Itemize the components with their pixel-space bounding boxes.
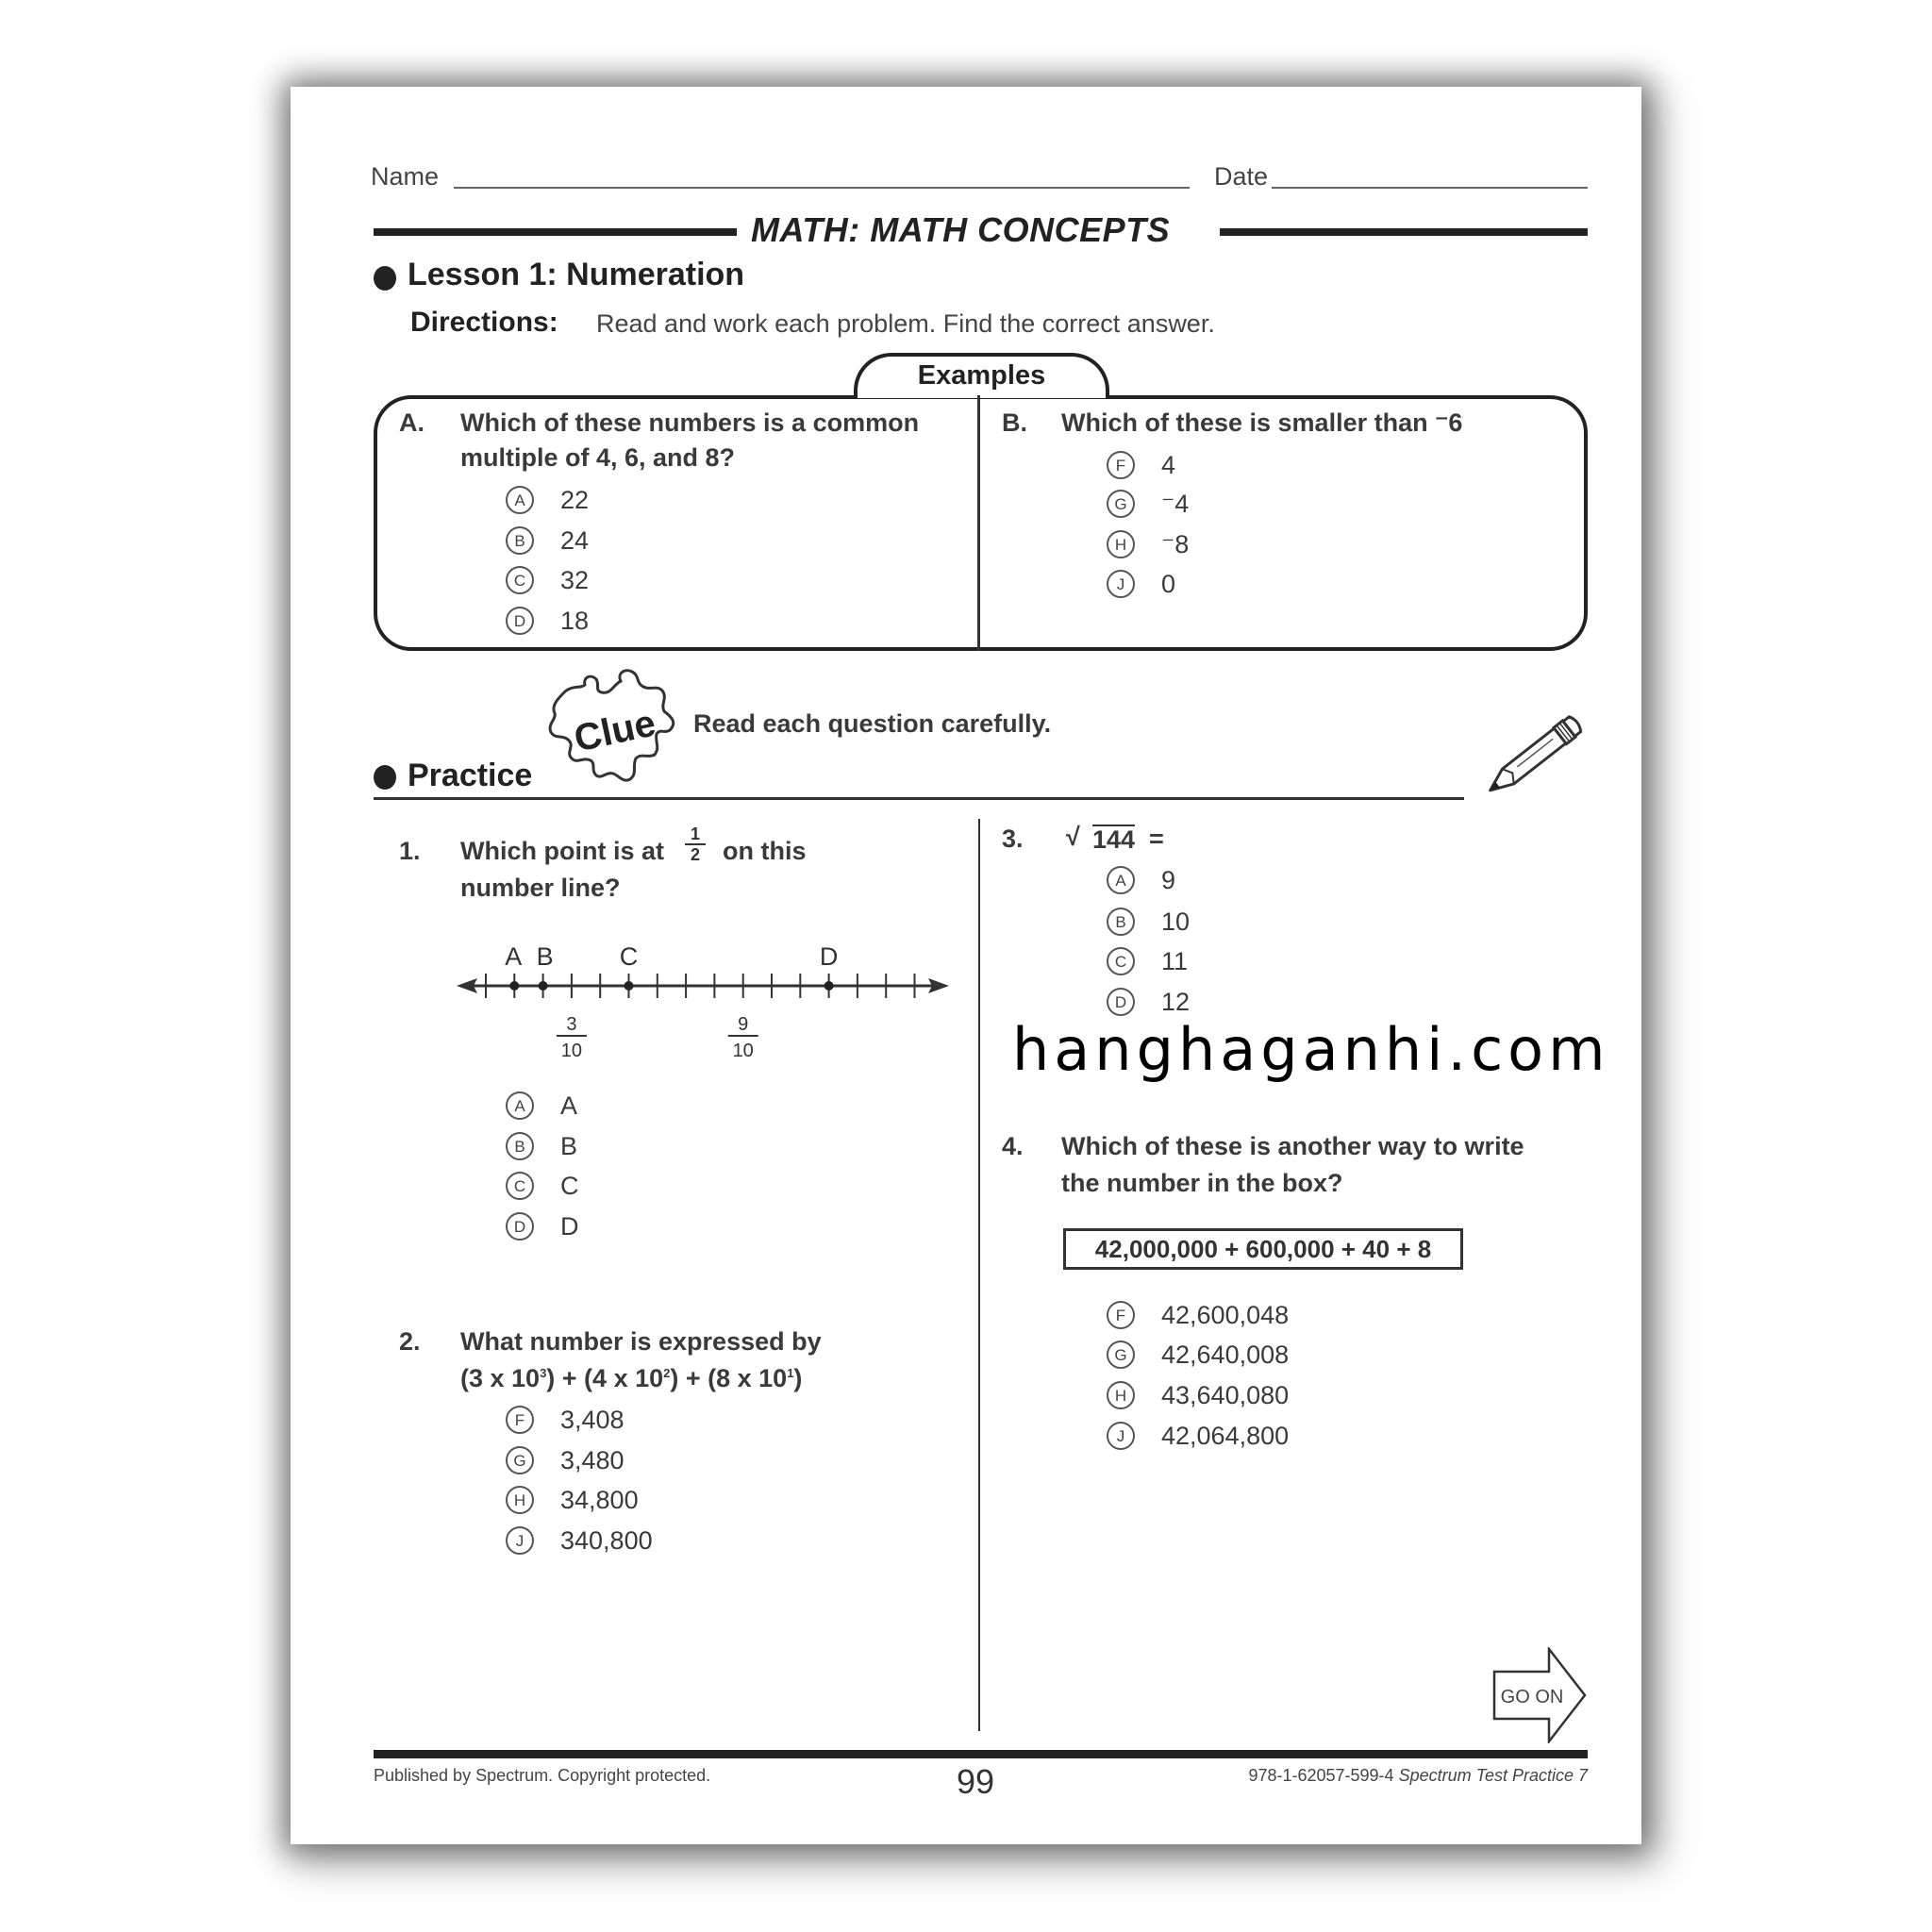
answer-bubble[interactable]: F bbox=[1107, 1301, 1135, 1329]
go-on-arrow-icon[interactable] bbox=[1492, 1647, 1589, 1743]
title-rule-right bbox=[1220, 228, 1588, 236]
question-3-number: 3. bbox=[1002, 824, 1024, 853]
fraction-numerator: 9 bbox=[738, 1014, 749, 1035]
answer-bubble[interactable]: D bbox=[506, 607, 534, 635]
number-line bbox=[453, 929, 953, 1061]
answer-bubble[interactable]: H bbox=[506, 1486, 534, 1514]
answer-option-text: D bbox=[560, 1212, 579, 1241]
answer-option-text: 11 bbox=[1161, 947, 1189, 975]
exponent: 3 bbox=[540, 1366, 547, 1380]
question-2-expression bbox=[460, 1364, 802, 1393]
fraction-denominator: 10 bbox=[560, 1041, 583, 1061]
exponent: 1 bbox=[787, 1366, 794, 1380]
answer-bubble[interactable]: A bbox=[506, 1091, 534, 1120]
practice-rule bbox=[374, 797, 1464, 800]
number-line-point-a bbox=[509, 981, 519, 991]
question-3-radicand: 144 bbox=[1092, 825, 1136, 854]
examples-tab bbox=[854, 353, 1109, 398]
question-2-text-line1: What number is expressed by bbox=[460, 1327, 822, 1356]
answer-option-text: C bbox=[560, 1172, 579, 1200]
answer-bubble[interactable]: A bbox=[506, 486, 534, 514]
footer-rule bbox=[374, 1750, 1588, 1758]
lesson-heading: Lesson 1: Numeration bbox=[408, 257, 745, 292]
question-4-number: 4. bbox=[1002, 1132, 1024, 1160]
number-line-point-b bbox=[539, 981, 548, 991]
answer-option-text: 22 bbox=[560, 486, 590, 514]
expr-part: ) + (4 x 10 bbox=[546, 1364, 664, 1392]
example-a-question-line1: Which of these numbers is a common bbox=[460, 408, 920, 437]
lesson-bullet bbox=[374, 266, 396, 291]
answer-option-text: ⁻4 bbox=[1161, 490, 1190, 518]
directions-text: Read and work each problem. Find the correct answer. bbox=[596, 309, 1215, 338]
example-a-question-line2: multiple of 4, 6, and 8? bbox=[460, 443, 736, 472]
answer-bubble[interactable]: G bbox=[1107, 1341, 1135, 1369]
examples-divider bbox=[977, 395, 980, 651]
expr-part: ) bbox=[793, 1364, 803, 1392]
number-line-label: B bbox=[536, 942, 554, 971]
answer-option-text: 0 bbox=[1161, 570, 1176, 598]
answer-option-text: ⁻8 bbox=[1161, 530, 1190, 558]
clue-puzzle-icon bbox=[543, 666, 681, 787]
footer-isbn: 978-1-62057-599-4 bbox=[1248, 1766, 1394, 1785]
watermark: hanghaganhi.com bbox=[1012, 1015, 1610, 1084]
number-line-label: D bbox=[819, 942, 839, 971]
example-b-letter: B. bbox=[1002, 408, 1027, 437]
footer-book-title: Spectrum Test Practice 7 bbox=[1398, 1766, 1588, 1785]
question-1-fraction bbox=[685, 824, 706, 864]
question-3-equals: = bbox=[1149, 824, 1164, 853]
answer-option-text: A bbox=[560, 1091, 578, 1120]
fraction-denominator: 10 bbox=[732, 1041, 754, 1061]
answer-bubble[interactable]: B bbox=[506, 1132, 534, 1160]
answer-bubble[interactable]: B bbox=[1107, 908, 1135, 936]
answer-option-text: 42,064,800 bbox=[1161, 1422, 1290, 1450]
footer-book-info bbox=[1248, 1766, 1588, 1786]
fraction-numerator: 1 bbox=[685, 824, 706, 845]
answer-bubble[interactable]: C bbox=[506, 566, 534, 594]
fraction-denominator: 2 bbox=[690, 845, 700, 864]
date-field[interactable] bbox=[1272, 187, 1588, 189]
boxed-number: 42,000,000 + 600,000 + 40 + 8 bbox=[1063, 1228, 1463, 1270]
answer-option-text: 340,800 bbox=[560, 1526, 653, 1555]
example-b-question: Which of these is smaller than ⁻6 bbox=[1061, 408, 1463, 437]
answer-option-text: 18 bbox=[560, 607, 590, 635]
answer-option-text: 42,640,008 bbox=[1161, 1341, 1290, 1369]
exponent: 2 bbox=[663, 1366, 671, 1380]
answer-bubble[interactable]: J bbox=[506, 1526, 534, 1555]
question-1-number: 1. bbox=[399, 837, 421, 865]
answer-bubble[interactable]: H bbox=[1107, 530, 1135, 558]
practice-bullet bbox=[374, 765, 396, 790]
pencil-icon bbox=[1470, 713, 1592, 804]
answer-option-text: 3,408 bbox=[560, 1406, 625, 1434]
question-1-text-end: on this bbox=[723, 837, 807, 865]
answer-bubble[interactable]: D bbox=[1107, 988, 1135, 1016]
clue-text: Read each question carefully. bbox=[693, 709, 1052, 738]
page-number: 99 bbox=[957, 1762, 995, 1801]
answer-bubble[interactable]: J bbox=[1107, 570, 1135, 598]
answer-option-text: 3,480 bbox=[560, 1446, 625, 1474]
fraction-numerator: 3 bbox=[566, 1014, 577, 1035]
answer-option-text: 10 bbox=[1161, 908, 1191, 936]
answer-option-text: 42,600,048 bbox=[1161, 1301, 1290, 1329]
answer-bubble[interactable]: A bbox=[1107, 866, 1135, 894]
date-label: Date bbox=[1214, 162, 1269, 191]
answer-option-text: 24 bbox=[560, 526, 590, 555]
answer-bubble[interactable]: F bbox=[1107, 451, 1135, 479]
answer-bubble[interactable]: C bbox=[1107, 947, 1135, 975]
name-label: Name bbox=[371, 162, 440, 191]
answer-bubble[interactable]: C bbox=[506, 1172, 534, 1200]
question-2-number: 2. bbox=[399, 1327, 421, 1356]
question-1-text-start: Which point is at bbox=[460, 837, 664, 865]
answer-option-text: 9 bbox=[1161, 866, 1176, 894]
title-rule-left bbox=[374, 228, 737, 236]
answer-option-text: B bbox=[560, 1132, 578, 1160]
section-title: MATH: MATH CONCEPTS bbox=[751, 210, 1171, 249]
answer-option-text: 43,640,080 bbox=[1161, 1381, 1290, 1409]
number-line-label: A bbox=[505, 942, 523, 971]
answer-bubble[interactable]: H bbox=[1107, 1381, 1135, 1409]
answer-option-text: 32 bbox=[560, 566, 590, 594]
number-line-point-c bbox=[625, 981, 634, 991]
answer-bubble[interactable]: D bbox=[506, 1212, 534, 1241]
answer-option-text: 4 bbox=[1161, 451, 1176, 479]
example-a-letter: A. bbox=[399, 408, 425, 437]
question-1-text-line2: number line? bbox=[460, 874, 621, 902]
expr-part: (3 x 10 bbox=[460, 1364, 541, 1392]
practice-heading: Practice bbox=[408, 758, 533, 793]
answer-bubble[interactable]: G bbox=[506, 1446, 534, 1474]
number-line-point-d bbox=[824, 981, 834, 991]
answer-bubble[interactable]: F bbox=[506, 1406, 534, 1434]
question-4-text-line1: Which of these is another way to write bbox=[1061, 1132, 1524, 1160]
number-line-label: C bbox=[619, 942, 639, 971]
column-divider bbox=[978, 819, 980, 1731]
directions-label: Directions: bbox=[410, 307, 558, 338]
expr-part: ) + (8 x 10 bbox=[670, 1364, 788, 1392]
answer-option-text: 12 bbox=[1161, 988, 1191, 1016]
examples-tab-label: Examples bbox=[917, 360, 1046, 391]
question-4-text-line2: the number in the box? bbox=[1061, 1169, 1343, 1197]
footer-copyright: Published by Spectrum. Copyright protected. bbox=[374, 1766, 711, 1785]
go-on-label: GO ON bbox=[1500, 1687, 1564, 1707]
clue-label: Clue bbox=[570, 702, 659, 760]
answer-bubble[interactable]: G bbox=[1107, 490, 1135, 518]
answer-option-text: 34,800 bbox=[560, 1486, 639, 1514]
sqrt-sign-icon: √ bbox=[1066, 823, 1080, 851]
answer-bubble[interactable]: B bbox=[506, 526, 534, 555]
answer-bubble[interactable]: J bbox=[1107, 1422, 1135, 1450]
name-field[interactable] bbox=[454, 187, 1190, 189]
